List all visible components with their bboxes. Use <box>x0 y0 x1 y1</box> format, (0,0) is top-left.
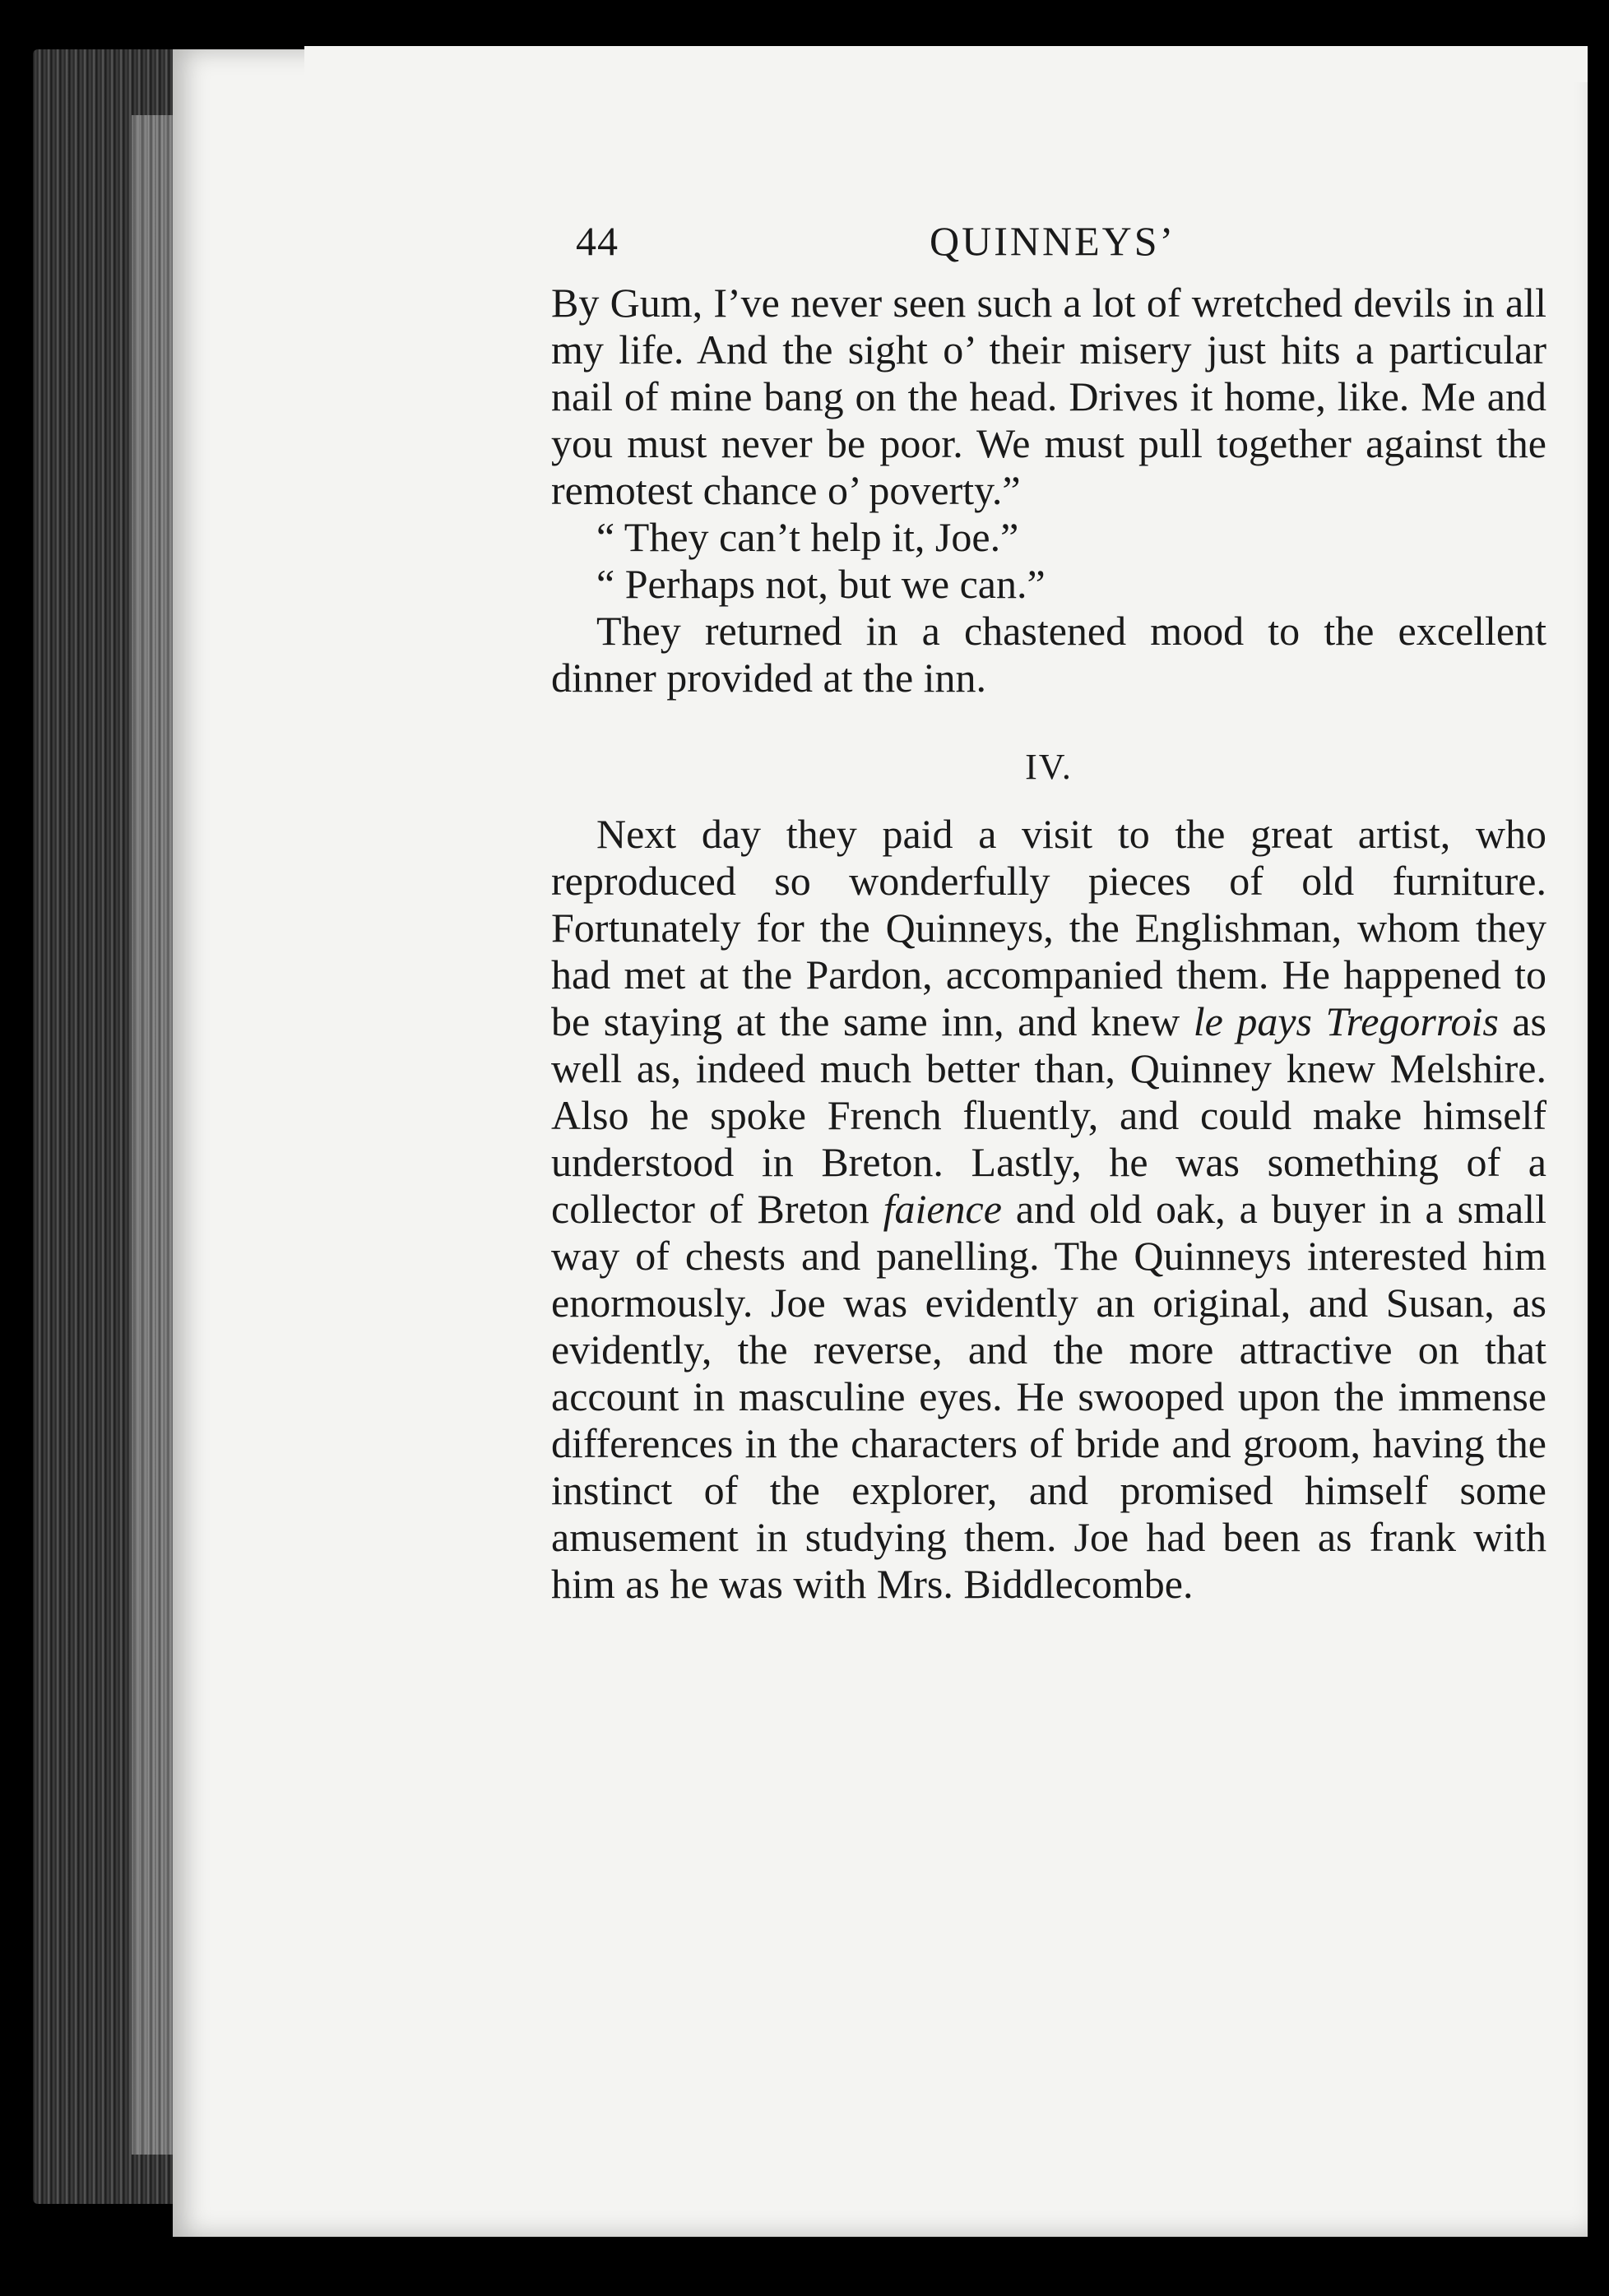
paragraph-1: By Gum, I’ve never seen such a lot of wretched devils in all my life. And the sight o’ their misery just hits a particular nail of mine bang on the head. Drives it home, like. Me and you must never be poor. We must pull together against the remotest chance o’ poverty.” <box>551 280 1546 513</box>
paragraph-5-part-2: as well as, indeed much better than, Quinney knew Melshire. Also he spoke French fluently, and could make himself understood in Breton. Lastly, he was something of a collector of Breton <box>551 998 1547 1232</box>
italic-word-faience: faience <box>883 1186 1002 1232</box>
italic-phrase-le-pays: le pays Tregorrois <box>1193 998 1499 1044</box>
paragraph-5-part-1: Next day they paid a visit to the great artist, who reproduced so wonderfully pieces of old furniture. Fortunately for the Quinneys, the Englishman, whom they had met at the Pardon, accompanied them. He happened to be staying at the same inn, and knew <box>551 811 1546 1044</box>
book-edge <box>33 49 189 2204</box>
paragraph-4: They returned in a chastened mood to the excellent dinner provided at the inn. <box>551 608 1546 701</box>
paragraph-5 <box>551 811 1546 1608</box>
page-content <box>551 206 1546 1608</box>
running-head <box>551 206 1546 280</box>
page-top-edge <box>304 46 1588 82</box>
page-number: 44 <box>576 218 619 264</box>
running-title: QUINNEYS’ <box>930 218 1176 264</box>
section-number: IV. <box>1025 747 1073 787</box>
paragraph-3: “ Perhaps not, but we can.” <box>596 561 1046 607</box>
paragraph-5-part-3: and old oak, a buyer in a small way of chests and panelling. The Quinneys interested him enormously. Joe was evidently an original, and Susan, as evidently, the reverse, and the more attractive on that account in masculine eyes. He swooped upon the immense differences in the characters of bride and groom, having the instinct of the explorer, and promised himself some amusement in studying them. Joe had been as frank with him as he was with Mrs. Biddlecombe. <box>551 1186 1546 1607</box>
paragraph-2: “ They can’t help it, Joe.” <box>596 514 1019 560</box>
